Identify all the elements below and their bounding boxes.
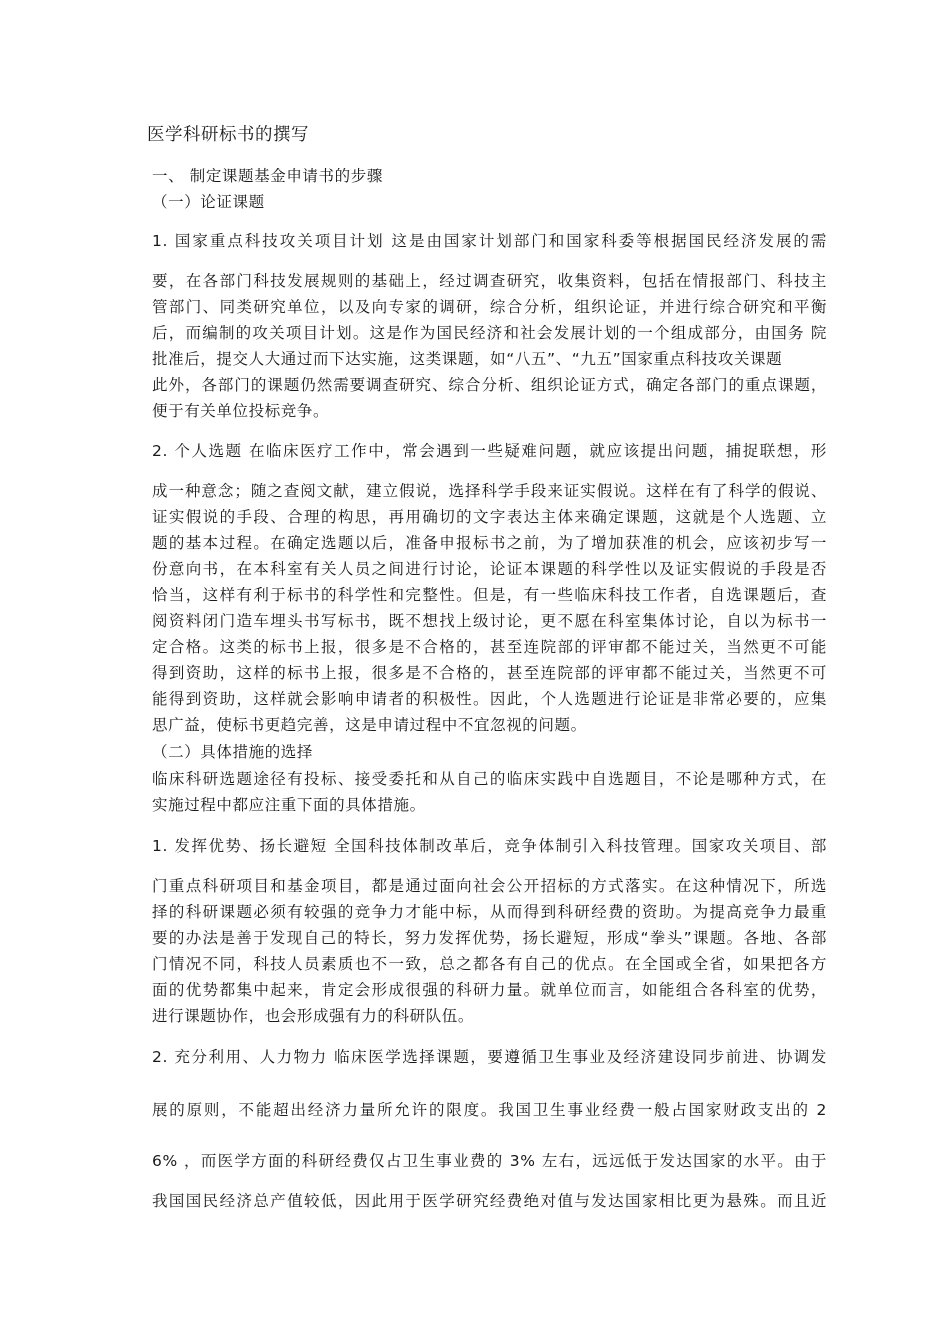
paragraph-line: 份意向书，在本科室有关人员之间进行讨论，论证本课题的科学性以及证实假说的手段是否 <box>152 560 827 578</box>
section-heading-1: 一、 制定课题基金申请书的步骤 <box>152 167 383 185</box>
paragraph-line: 2. 个人选题 在临床医疗工作中，常会遇到一些疑难问题，就应该提出问题，捕捉联想，形 <box>152 442 827 460</box>
paragraph-line: 临床科研选题途径有投标、接受委托和从自己的临床实践中自选题目，不论是哪种方式，在 <box>152 770 827 788</box>
paragraph-line: 实施过程中都应注重下面的具体措施。 <box>152 796 426 814</box>
paragraph-line: 展的原则，不能超出经济力量所允许的限度。我国卫生事业经费一般占国家财政支出的 2 <box>152 1101 827 1119</box>
paragraph-line: 得到资助，这样的标书上报，很多是不合格的，甚至连院部的评审都不能过关，当然更不可 <box>152 664 827 682</box>
paragraph-line: 6% ，而医学方面的科研经费仅占卫生事业费的 3% 左右，远远低于发达国家的水平。由于 <box>152 1152 827 1170</box>
paragraph-line: 题的基本过程。在确定选题以后，准备申报标书之前，为了增加获准的机会，应该初步写一 <box>152 534 827 552</box>
paragraph-line: 恰当，这样有利于标书的科学性和完整性。但是，有一些临床科技工作者，自选课题后，查 <box>152 586 827 604</box>
paragraph-line: 择的科研课题必须有较强的竞争力才能中标，从而得到科研经费的资助。为提高竞争力最重 <box>152 903 827 921</box>
paragraph-line: 思广益，使标书更趋完善，这是申请过程中不宜忽视的问题。 <box>152 716 587 734</box>
paragraph-line: 证实假说的手段、合理的构思，再用确切的文字表达主体来确定课题，这就是个人选题、立 <box>152 508 827 526</box>
paragraph-line: 要的办法是善于发现自己的特长，努力发挥优势，扬长避短，形成“拳头”课题。各地、各部 <box>152 929 827 947</box>
document-title: 医学科研标书的撰写 <box>147 125 309 145</box>
paragraph-line: 批准后，提交人大通过而下达实施，这类课题，如“八五”、“九五”国家重点科技攻关课题 <box>152 350 783 368</box>
subsection-heading-2: （二）具体措施的选择 <box>152 743 314 761</box>
paragraph-line: 进行课题协作，也会形成强有力的科研队伍。 <box>152 1007 475 1025</box>
subsection-heading-1: （一）论证课题 <box>152 193 265 211</box>
paragraph-line: 定合格。这类的标书上报，很多是不合格的，甚至连院部的评审都不能过关，当然更不可能 <box>152 638 827 656</box>
paragraph-line: 便于有关单位投标竞争。 <box>152 402 330 420</box>
paragraph-line: 2. 充分利用、人力物力 临床医学选择课题，要遵循卫生事业及经济建设同步前进、协调发 <box>152 1048 827 1066</box>
paragraph-line: 要，在各部门科技发展规则的基础上，经过调查研究，收集资料，包括在情报部门、科技主 <box>152 272 827 290</box>
paragraph-line: 成一种意念；随之查阅文献，建立假说，选择科学手段来证实假说。这样在有了科学的假说、 <box>152 482 827 500</box>
paragraph-line: 门情况不同，科技人员素质也不一致，总之都各有自己的优点。在全国或全省，如果把各方 <box>152 955 827 973</box>
paragraph-line: 管部门、同类研究单位，以及向专家的调研，综合分析，组织论证，并进行综合研究和平衡 <box>152 298 827 316</box>
paragraph-line: 1. 发挥优势、扬长避短 全国科技体制改革后，竞争体制引入科技管理。国家攻关项目、部 <box>152 837 827 855</box>
paragraph-line: 阅资料闭门造车埋头书写标书，既不想找上级讨论，更不愿在科室集体讨论，自以为标书一 <box>152 612 827 630</box>
paragraph-line: 门重点科研项目和基金项目，都是通过面向社会公开招标的方式落实。在这种情况下，所选 <box>152 877 827 895</box>
paragraph-line: 我国国民经济总产值较低，因此用于医学研究经费绝对值与发达国家相比更为悬殊。而且近 <box>152 1192 827 1210</box>
paragraph-line: 1. 国家重点科技攻关项目计划 这是由国家计划部门和国家科委等根据国民经济发展的需 <box>152 232 827 250</box>
paragraph-line: 面的优势都集中起来，肯定会形成很强的科研力量。就单位而言，如能组合各科室的优势， <box>152 981 827 999</box>
paragraph-line: 能得到资助，这样就会影响申请者的积极性。因此，个人选题进行论证是非常必要的，应集 <box>152 690 827 708</box>
paragraph-line: 此外，各部门的课题仍然需要调查研究、综合分析、组织论证方式，确定各部门的重点课题， <box>152 376 827 394</box>
paragraph-line: 后，而编制的攻关项目计划。这是作为国民经济和社会发展计划的一个组成部分，由国务 院 <box>152 324 827 342</box>
